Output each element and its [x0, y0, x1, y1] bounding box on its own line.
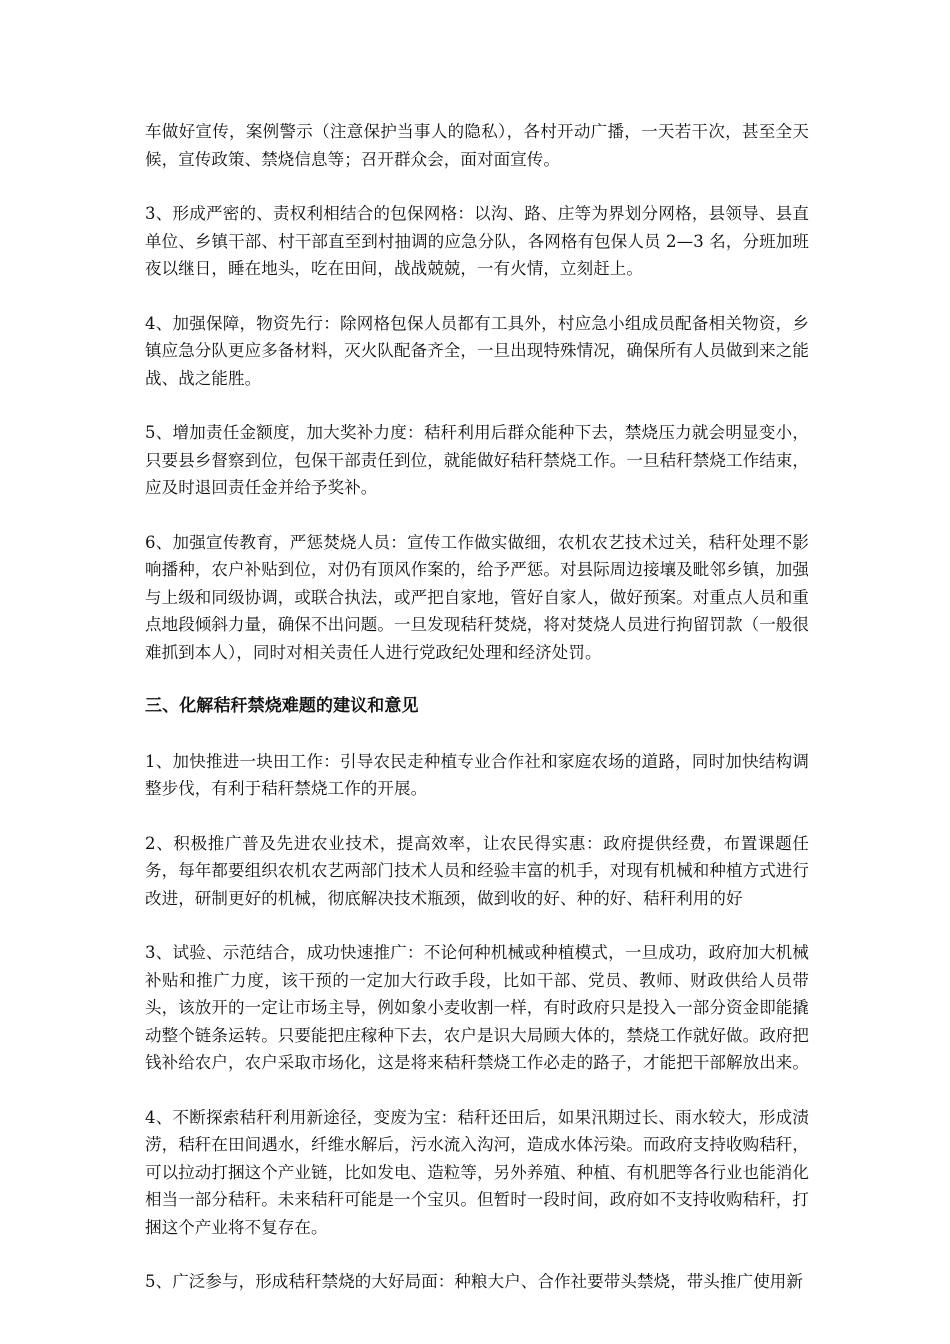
paragraph-suggestion-4: 4、不断探索秸秆利用新途径，变废为宝：秸秆还田后，如果汛期过长、雨水较大，形成渍涝，秸秆在田间遇水，纤维水解后，污水流入沟河，造成水体污染。而政府支持收购秸秆，可以拉动打捆这个产业链，比如发电、造粒等，另外养殖、种植、有机肥等各行业也能消化相当一部分秸秆。未来秸秆可能是一个宝贝。但暂时一段时间，政府如不支持收购秸秆，打捆这个产业将不复存在。: [145, 1107, 809, 1237]
paragraph-suggestion-1: 1、加快推进一块田工作：引导农民走种植专业合作社和家庭农场的道路，同时加快结构调整步伐，有利于秸秆禁烧工作的开展。: [145, 751, 809, 798]
paragraph-suggestion-3: 3、试验、示范结合，成功快速推广：不论何种机械或种植模式，一旦成功，政府加大机械补贴和推广力度，该干预的一定加大行政手段，比如干部、党员、教师、财政供给人员带头，该放开的一定让市场主导，例如象小麦收割一样，有时政府只是投入一部分资金即能撬动整个链条运转。只要能把庄稼种下去，农户是识大局顾大体的，禁烧工作就好做。政府把钱补给农户，农户采取市场化，这是将来秸秆禁烧工作必走的路子，才能把干部解放出来。: [145, 943, 809, 1072]
document-body: [145, 118, 809, 1296]
section-heading: 三、化解秸秆禁烧难题的建议和意见: [145, 696, 419, 716]
paragraph-suggestion-5: 5、广泛参与，形成秸秆禁烧的大好局面：种粮大户、合作社要带头禁烧，带头推广使用新: [145, 1272, 803, 1291]
paragraph-item-5-responsibility: 5、增加责任金额度，加大奖补力度：秸秆利用后群众能种下去，禁烧压力就会明显变小，只要县乡督察到位，包保干部责任到位，就能做好秸秆禁烧工作。一旦秸秆禁烧工作结束，应及时退回责任金并给予奖补。: [145, 423, 809, 497]
paragraph-publicity-continued: 车做好宣传，案例警示（注意保护当事人的隐私），各村开动广播，一天若干次，甚至全天候，宣传政策、禁烧信息等；召开群众会，面对面宣传。: [145, 122, 809, 169]
paragraph-suggestion-2: 2、积极推广普及先进农业技术，提高效率，让农民得实惠：政府提供经费，布置课题任务，每年都要组织农机农艺两部门技术人员和经验丰富的机手，对现有机械和种植方式进行改进，研制更好的机械，彻底解决技术瓶颈，做到收的好、种的好、秸秆利用的好: [145, 833, 809, 908]
paragraph-item-6-education: 6、加强宣传教育，严惩焚烧人员：宣传工作做实做细，农机农艺技术过关，秸秆处理不影响播种，农户补贴到位，对仍有顶风作案的，给予严惩。对县际周边接壤及毗邻乡镇，加强与上级和同级协调，或联合执法，或严把自家地，管好自家人，做好预案。对重点人员和重点地段倾斜力量，确保不出问题。一旦发现秸秆焚烧，将对焚烧人员进行拘留罚款（一般很难抓到本人），同时对相关责任人进行党政纪处理和经济处罚。: [145, 532, 809, 662]
paragraph-item-4-supplies: 4、加强保障，物资先行：除网格包保人员都有工具外，村应急小组成员配备相关物资，乡镇应急分队更应多备材料，灭火队配备齐全，一旦出现特殊情况，确保所有人员做到来之能战、战之能胜。: [145, 313, 809, 388]
paragraph-item-3-grid: 3、形成严密的、责权利相结合的包保网格：以沟、路、庄等为界划分网格，县领导、县直单位、乡镇干部、村干部直至到村抽调的应急分队，各网格有包保人员 2—3 名，分班加班夜以继日，睡在地头，吃在田间，战战兢兢，一有火情，立刻赶上。: [145, 204, 809, 278]
